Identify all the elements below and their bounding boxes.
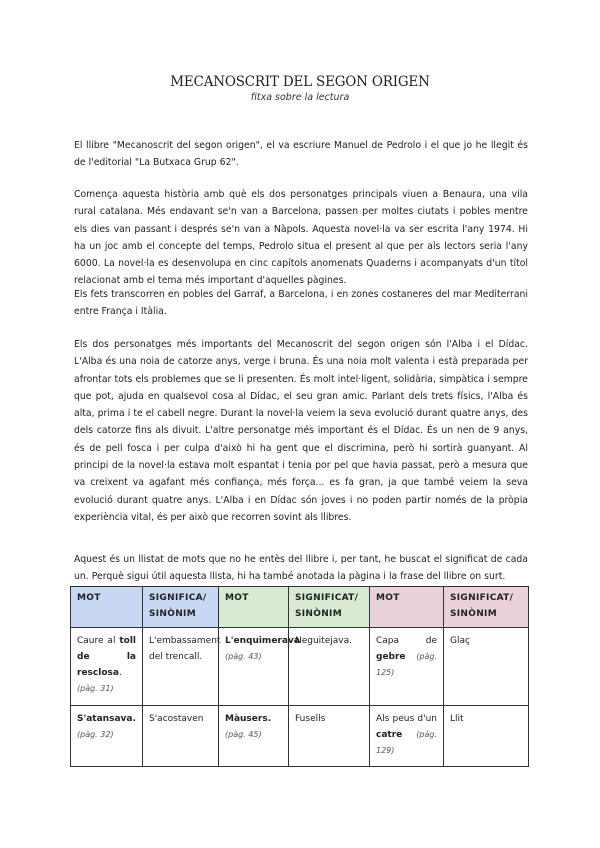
word-term: L'enquimerava — [225, 636, 300, 646]
word-cell — [219, 628, 300, 706]
header-word-2: MOT — [219, 587, 289, 628]
document-subtitle: fitxa sobre la lectura — [250, 92, 350, 103]
vocabulary-table — [70, 586, 529, 767]
word-term: S'atansava. — [77, 714, 136, 724]
word-prefix: Als peus d'un — [376, 714, 437, 724]
vocabulary-intro-paragraph: Aquest és un llistat de mots que no he entès del llibre i, per tant, he buscat el significat de cada un. Perquè sigui útil aquesta llista, hi ha també anotada la pàgina i la frase del llibre on surt. — [74, 554, 528, 583]
meaning-cell: Neguitejava. — [289, 628, 370, 706]
header-meaning-3: SIGNIFICAT/ SINÒNIM — [444, 587, 529, 628]
table-row — [71, 706, 529, 767]
meaning-cell: Llit — [444, 706, 529, 767]
word-cell — [370, 628, 444, 706]
meaning-cell: Fusells — [289, 706, 370, 767]
word-prefix: Capa de — [376, 636, 437, 646]
word-suffix: . — [118, 668, 122, 678]
characters-paragraph: Els dos personatges més importants del Mecanoscrit del segon origen són l'Alba i el Dídac. L'Alba és una noia de catorze anys, verge i bruna. És una noia molt valenta i està preparada per afrontar tots els problemes que se li presenten. És molt intel·ligent, solidària, simpàtica i sempre que pot, ajuda en qualsevol cosa al Dídac, el seu gran amic. Parlant dels trets físics, l'Alba és alta, prima i te el cabell negre. Durant la novel·la veiem la seva evolució durant quatre anys, des dels catorze fins als divuit. L'altre personatge més important és el Dídac. És un nen de 9 anys, és de pell fosca i per culpa d'això hi ha gent que el discrimina, però hi sortirà guanyant. Al principi de la novel·la estava molt espantat i tenia por pel que havia passat, però a mesura que va creixent va agafant més confiança, més força... es fa gran, ja que també veiem la seva evolució durant quatre anys. L'Alba i en Dídac són joves i no poden partir només de la pròpia experiència vital, és per això que recorren sovint als llibres. — [74, 339, 528, 523]
story-paragraph: Comença aquesta història amb què els dos personatges principals viuen a Benaura, una vila rural catalana. Més endavant se'n van a Barcelona, passen per moltes ciutats i pobles mentre els dies van passant i després se'n van a Nàpols. Aquesta novel·la va ser escrita l'any 1974. Hi ha un joc amb el concepte del temps, Pedrolo situa el present al que per als lectors seria l'any 6000. La novel·la es desenvolupa en cinc capítols anomenats Quaderns i acompanyats d'un títol relacionat amb el tema més important d'aquelles pàgines. — [74, 189, 528, 287]
page-ref: (pàg. 125) — [376, 652, 437, 677]
word-cell — [71, 628, 143, 706]
page-ref: (pàg. 32) — [77, 730, 114, 739]
table-header-row — [71, 587, 529, 628]
table-row — [71, 628, 529, 706]
word-term: toll de la resclosa — [77, 636, 136, 678]
meaning-cell: S'acostaven — [143, 706, 219, 767]
word-cell — [370, 706, 444, 767]
header-meaning-1: SIGNIFICA/ SINÒNIM — [143, 587, 219, 628]
header-word-1: MOT — [71, 587, 143, 628]
page-ref: (pàg. 31) — [77, 684, 114, 693]
page-ref: (pàg. 43) — [225, 652, 262, 661]
header-meaning-2: SIGNIFICAT/ SINÒNIM — [289, 587, 370, 628]
word-term: gebre — [376, 652, 406, 662]
page-ref: (pàg. 45) — [225, 730, 262, 739]
word-cell — [71, 706, 143, 767]
setting-paragraph: Els fets transcorren en pobles del Garraf, a Barcelona, i en zones costaneres del mar Mediterrani entre França i Itàlia. — [74, 289, 528, 318]
word-prefix: Caure al — [77, 636, 120, 646]
page-ref: (pàg. 129) — [376, 730, 437, 755]
meaning-cell: L'embassament del trencall. — [143, 628, 219, 706]
word-term: Màusers. — [225, 714, 272, 724]
word-term: catre — [376, 730, 403, 740]
word-cell — [219, 706, 289, 767]
document-title: MECANOSCRIT DEL SEGON ORIGEN — [170, 74, 430, 90]
intro-paragraph: El llibre "Mecanoscrit del segon origen", el va escriure Manuel de Pedrolo i el que jo he llegit és de l'editorial "La Butxaca Grup 62". — [74, 140, 528, 169]
header-word-3: MOT — [370, 587, 444, 628]
meaning-cell: Glaç — [444, 628, 529, 706]
